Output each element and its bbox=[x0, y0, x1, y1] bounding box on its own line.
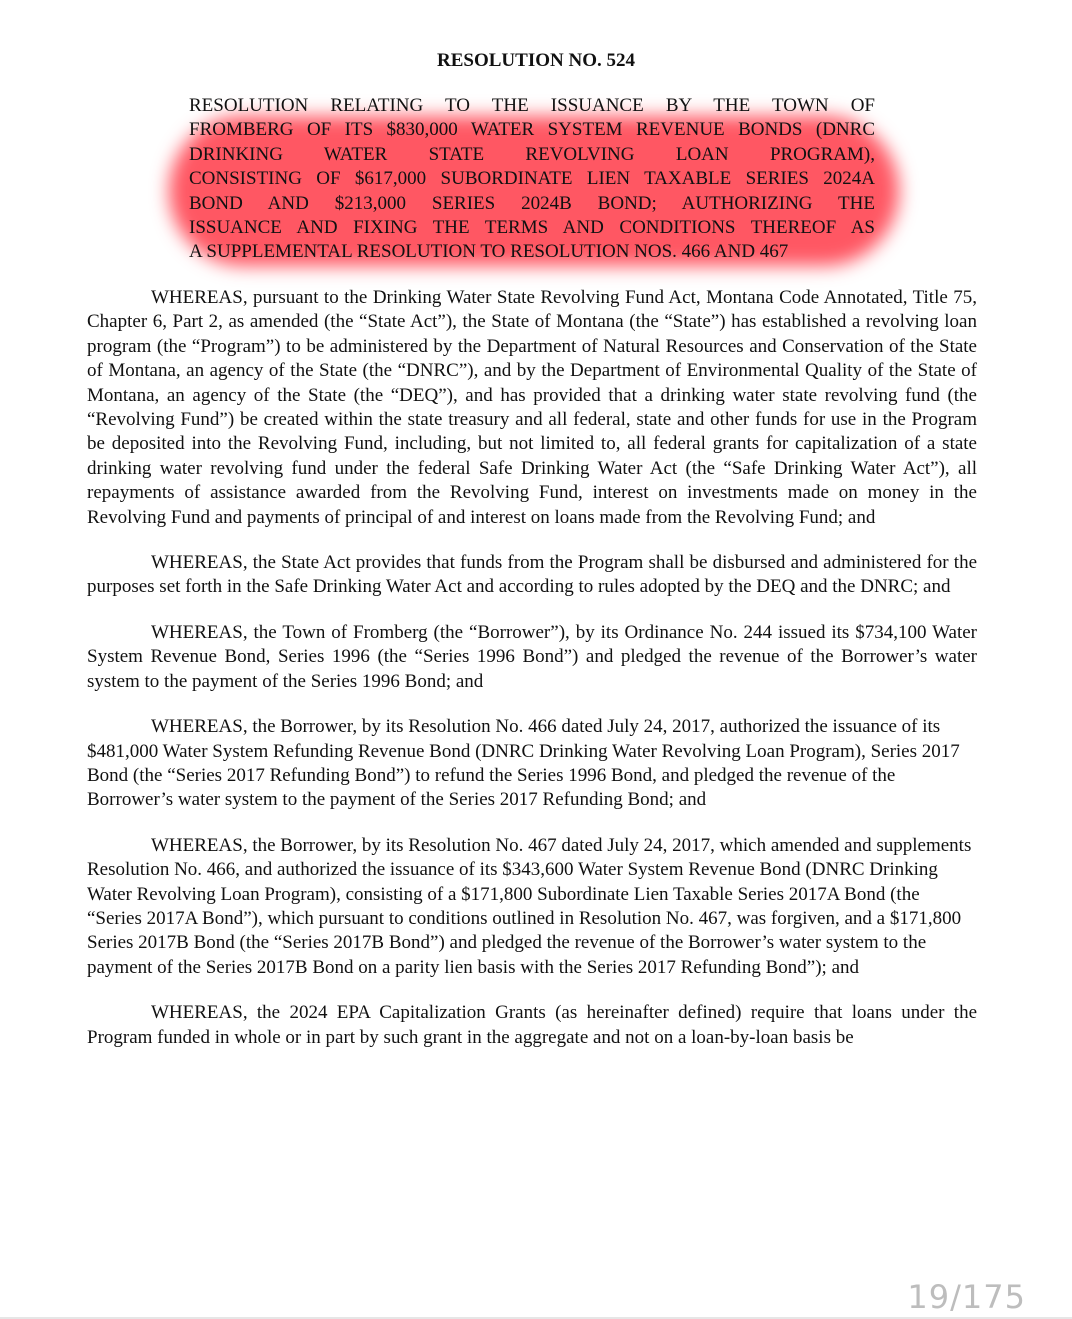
heading-line: A SUPPLEMENTAL RESOLUTION TO RESOLUTION NOS. 466 AND 467 bbox=[189, 241, 789, 263]
heading-line: BOND AND $213,000 SERIES 2024B BOND; AUTHORIZING THE bbox=[189, 192, 875, 214]
document-body bbox=[87, 286, 977, 1071]
resolution-title: RESOLUTION NO. 524 bbox=[437, 50, 635, 71]
whereas-paragraph: WHEREAS, the Town of Fromberg (the “Borrower”), by its Ordinance No. 244 issued its $734,100 Water System Revenue Bond, Series 1996 (the “Series 1996 Bond”) and pledged the revenue of the Borrower’s water system to the payment of the Series 1996 Bond; and bbox=[87, 621, 977, 692]
whereas-paragraph: WHEREAS, the Borrower, by its Resolution No. 467 dated July 24, 2017, which amended and supplements Resolution No. 466, and authorized the issuance of its $343,600 Water System Revenue Bond (DNRC Drinking Water Revolving Loan Program), consisting of a $171,800 Subordinate Lien Taxable Series 2017A Bond (the “Series 2017A Bond”), which pursuant to conditions outlined in Resolution No. 467, was forgiven, and a $171,800 Series 2017B Bond (the “Series 2017B Bond”) and pledged the revenue of the Borrower’s water system to the payment of the Series 2017B Bond on a parity lien basis with the Series 2017 Refunding Bond”); and bbox=[87, 834, 972, 978]
heading-line: ISSUANCE AND FIXING THE TERMS AND CONDITIONS THEREOF AS bbox=[189, 217, 875, 239]
heading-line: FROMBERG OF ITS $830,000 WATER SYSTEM REVENUE BONDS (DNRC bbox=[189, 119, 875, 141]
whereas-paragraph: WHEREAS, pursuant to the Drinking Water State Revolving Fund Act, Montana Code Annotated, Title 75, Chapter 6, Part 2, as amended (the “State Act”), the State of Montana (the “State”) has established a revolving loan program (the “Program”) to be administered by the Department of Natural Resources and Conservation of the State of Montana, an agency of the State (the “DNRC”), and by the Department of Environmental Quality of the State of Montana, an agency of the State (the “DEQ”), and has provided that a drinking water state revolving fund (the “Revolving Fund”) be created within the state treasury and all federal, state and other funds for use in the Program be deposited into the Revolving Fund, including, but not limited to, all federal grants for capitalization of a state drinking water revolving fund under the federal Safe Drinking Water Act (the “Safe Drinking Water Act”), all repayments of assistance awarded from the Revolving Fund, interest on investments made on money in the Revolving Fund and payments of principal of and interest on loans made from the Revolving Fund; and bbox=[87, 287, 977, 528]
whereas-paragraph: WHEREAS, the State Act provides that funds from the Program shall be disbursed and administered for the purposes set forth in the Safe Drinking Water Act and according to rules adopted by the DEQ and the DNRC; and bbox=[87, 552, 977, 598]
heading-line: DRINKING WATER STATE REVOLVING LOAN PROGRAM), bbox=[189, 143, 875, 165]
page-indicator: 19/175 bbox=[907, 1278, 1026, 1316]
whereas-paragraph: WHEREAS, the 2024 EPA Capitalization Grants (as hereinafter defined) require that loans under the Program funded in whole or in part by such grant in the aggregate and not on a loan-by-loan basis be bbox=[87, 1002, 977, 1048]
heading-line: RESOLUTION RELATING TO THE ISSUANCE BY THE TOWN OF bbox=[189, 95, 875, 116]
resolution-heading bbox=[189, 94, 875, 265]
whereas-paragraph: WHEREAS, the Borrower, by its Resolution No. 466 dated July 24, 2017, authorized the issuance of its $481,000 Water System Refunding Revenue Bond (DNRC Drinking Water Revolving Loan Program), Series 2017 Bond (the “Series 2017 Refunding Bond”) to refund the Series 1996 Bond, and pledged the revenue of the Borrower’s water system to the payment of the Series 2017 Refunding Bond; and bbox=[87, 716, 960, 811]
heading-line: CONSISTING OF $617,000 SUBORDINATE LIEN TAXABLE SERIES 2024A bbox=[189, 168, 875, 190]
